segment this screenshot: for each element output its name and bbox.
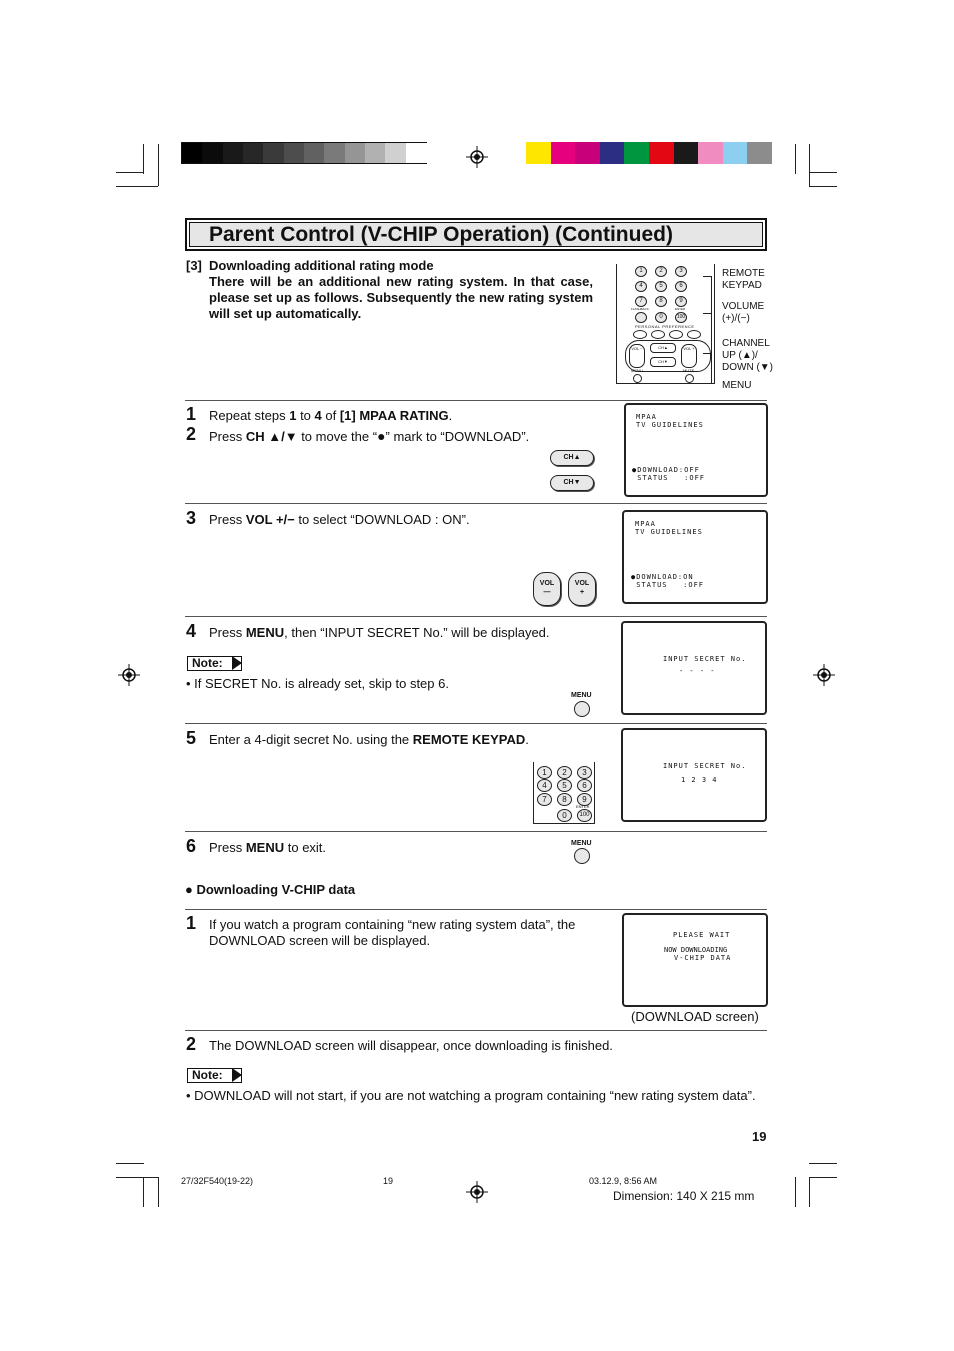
page-title: Parent Control (V-CHIP Operation) (Continued) — [209, 223, 673, 246]
color-swatch — [723, 142, 748, 164]
keypad-key: 100 — [577, 809, 592, 822]
keypad-key: 0 — [557, 809, 572, 822]
mini-key: 1 — [635, 266, 647, 277]
section-heading: Downloading additional rating mode — [209, 258, 434, 273]
color-swatch — [365, 143, 386, 163]
volume-label: VOLUME — [722, 301, 765, 312]
step-number: 6 — [186, 836, 197, 856]
color-swatch-strip — [526, 142, 772, 164]
menu-label: MENU — [722, 380, 752, 391]
divider — [185, 400, 767, 401]
registration-mark-icon — [466, 146, 488, 168]
keypad-key: 1 — [537, 766, 552, 779]
menu-button-label: MENU — [571, 840, 592, 847]
step-number: 1 — [186, 913, 197, 933]
mini-key: 6 — [675, 281, 687, 292]
vol-plus-button: VOL + — [568, 572, 596, 606]
mini-mute-label: MUTE — [683, 368, 695, 373]
step-text: Press MENU, then “INPUT SECRET No.” will be displayed. — [209, 625, 550, 640]
step-text: Enter a 4-digit secret No. using the REMOTE KEYPAD. — [209, 732, 529, 747]
color-swatch — [526, 142, 551, 164]
callout-line — [703, 353, 712, 354]
divider — [185, 1030, 767, 1031]
screen-caption: (DOWNLOAD screen) — [631, 1009, 759, 1024]
divider — [185, 909, 767, 910]
crop-mark — [809, 1163, 837, 1164]
step-number: 2 — [186, 1034, 197, 1054]
color-swatch — [698, 142, 723, 164]
color-swatch — [674, 142, 699, 164]
channel-label: CHANNEL — [722, 338, 770, 349]
mini-enter-label: ENTER — [675, 307, 686, 311]
keypad-key: 7 — [537, 793, 552, 806]
crop-mark — [809, 1177, 810, 1207]
menu-button-label: MENU — [571, 692, 592, 699]
mini-key: 5 — [655, 281, 667, 292]
page-title-bar — [185, 218, 767, 251]
color-swatch — [600, 142, 625, 164]
color-swatch — [624, 142, 649, 164]
mini-key: 9 — [675, 296, 687, 307]
callout-line — [703, 313, 712, 314]
note-label: Note: — [187, 656, 242, 671]
note-text: • DOWNLOAD will not start, if you are not watching a program containing “new rating system data”. — [186, 1088, 756, 1103]
crop-mark — [143, 144, 144, 174]
color-swatch — [263, 143, 284, 163]
crop-mark — [809, 172, 837, 173]
crop-mark — [116, 1163, 144, 1164]
channel-label-up: UP (▲)/ — [722, 350, 758, 361]
color-swatch — [747, 142, 772, 164]
menu-button — [574, 701, 590, 717]
vchip-heading: ● Downloading V-CHIP data — [185, 882, 356, 897]
crop-mark — [158, 1177, 159, 1207]
crop-mark — [809, 144, 810, 186]
keypad-enter-label: ENTER — [576, 804, 590, 809]
footer-file: 27/32F540(19-22) — [181, 1176, 254, 1186]
keypad-key: 2 — [557, 766, 572, 779]
keypad-key: 8 — [557, 793, 572, 806]
divider — [185, 503, 767, 504]
keypad-key: 5 — [557, 779, 572, 792]
step-number: 2 — [186, 424, 197, 444]
keypad-key: 4 — [537, 779, 552, 792]
section-body: There will be an additional new rating system. In that case, please set up as follows. Subsequently the new rating system will set up automatically. — [209, 274, 593, 321]
mini-vol-minus: VOL − — [629, 344, 645, 368]
callout-line — [703, 383, 712, 384]
mini-key: 100 — [675, 312, 687, 323]
color-swatch — [575, 142, 600, 164]
divider — [185, 616, 767, 617]
crop-mark — [795, 144, 796, 174]
color-swatch — [385, 143, 406, 163]
menu-button — [574, 848, 590, 864]
keypad-key: 3 — [577, 766, 592, 779]
callout-line — [711, 276, 712, 383]
crop-mark — [143, 1177, 144, 1207]
mini-flashback-label: FLASHBACK — [631, 307, 649, 311]
vol-minus-button: VOL — — [533, 572, 561, 606]
divider — [185, 831, 767, 832]
keypad-key — [537, 809, 552, 822]
registration-mark-icon — [813, 664, 835, 686]
crop-mark — [809, 186, 837, 187]
tv-screen-download-on: MPAA TV GUIDELINES ●DOWNLOAD:ON STATUS :OFF — [622, 510, 768, 604]
step-number: 1 — [186, 404, 197, 424]
step-text: Press CH ▲/▼ to move the “●” mark to “DOWNLOAD”. — [209, 428, 530, 444]
remote-illustration — [616, 264, 715, 384]
note-text: • If SECRET No. is already set, skip to step 6. — [186, 676, 449, 691]
registration-mark-icon — [118, 664, 140, 686]
color-swatch — [406, 143, 427, 163]
step-number: 3 — [186, 508, 197, 528]
tv-screen-input-secret: INPUT SECRET No. - - - - — [621, 621, 767, 715]
crop-mark — [116, 1177, 158, 1178]
keypad-key: 9 — [577, 793, 592, 806]
mini-key: 7 — [635, 296, 647, 307]
color-swatch — [223, 143, 244, 163]
ch-down-button: CH▼ — [550, 475, 594, 491]
color-swatch — [304, 143, 325, 163]
tv-screen-download-off: MPAA TV GUIDELINES ●DOWNLOAD:OFF STATUS :OFF — [624, 403, 768, 497]
footer-date: 03.12.9, 8:56 AM — [589, 1176, 658, 1186]
crop-mark — [795, 1177, 796, 1207]
section-label: [3] — [186, 258, 202, 273]
crop-mark — [158, 144, 159, 186]
step-text: If you watch a program containing “new rating system data”, the DOWNLOAD screen will be displayed. — [209, 917, 576, 948]
remote-keypad-label: REMOTE KEYPAD — [722, 268, 765, 291]
step-text: Press MENU to exit. — [209, 840, 327, 855]
remote-keypad-illustration — [533, 762, 595, 824]
mini-key: 3 — [675, 266, 687, 277]
mini-key: 4 — [635, 281, 647, 292]
color-swatch — [345, 143, 366, 163]
crop-mark — [809, 1177, 837, 1178]
keypad-key: 6 — [577, 779, 592, 792]
page-number: 19 — [752, 1129, 767, 1144]
step-number: 4 — [186, 621, 197, 641]
color-swatch — [551, 142, 576, 164]
callout-line — [703, 276, 712, 277]
mini-pref-label: PERSONAL PREFERENCE — [635, 324, 695, 329]
grayscale-swatch-strip — [181, 142, 427, 164]
mini-key: 8 — [655, 296, 667, 307]
channel-label-down: DOWN (▼) — [722, 362, 773, 373]
color-swatch — [649, 142, 674, 164]
color-swatch — [243, 143, 264, 163]
color-swatch — [324, 143, 345, 163]
mini-menu-label: MENU — [631, 368, 643, 373]
step-text: The DOWNLOAD screen will disappear, once downloading is finished. — [209, 1038, 613, 1053]
mini-vol-plus: VOL + — [681, 344, 697, 368]
color-swatch — [284, 143, 305, 163]
step-text: Press VOL +/− to select “DOWNLOAD : ON”. — [209, 512, 470, 527]
mini-ch-down: CH▼ — [650, 357, 676, 367]
step-number: 5 — [186, 728, 197, 748]
mini-ch-up: CH▲ — [650, 343, 676, 353]
ch-up-button: CH▲ — [550, 450, 594, 466]
tv-screen-downloading: PLEASE WAIT NOW DOWNLOADING V-CHIP DATA — [622, 913, 768, 1007]
mini-key — [635, 312, 647, 323]
crop-mark — [116, 172, 144, 173]
color-swatch — [202, 143, 223, 163]
tv-screen-input-secret-entered: INPUT SECRET No. 1 2 3 4 — [621, 728, 767, 822]
footer-page: 19 — [383, 1176, 394, 1186]
footer-dimension: Dimension: 140 X 215 mm — [613, 1189, 755, 1203]
color-swatch — [182, 143, 203, 163]
mini-key: 2 — [655, 266, 667, 277]
divider — [185, 723, 767, 724]
crop-mark — [116, 186, 158, 187]
mini-key: 0 — [655, 312, 667, 323]
volume-label-sub: (+)/(−) — [722, 313, 750, 324]
registration-mark-icon — [466, 1181, 488, 1203]
step-text: Repeat steps 1 to 4 of [1] MPAA RATING. — [209, 408, 453, 423]
note-label: Note: — [187, 1068, 242, 1083]
